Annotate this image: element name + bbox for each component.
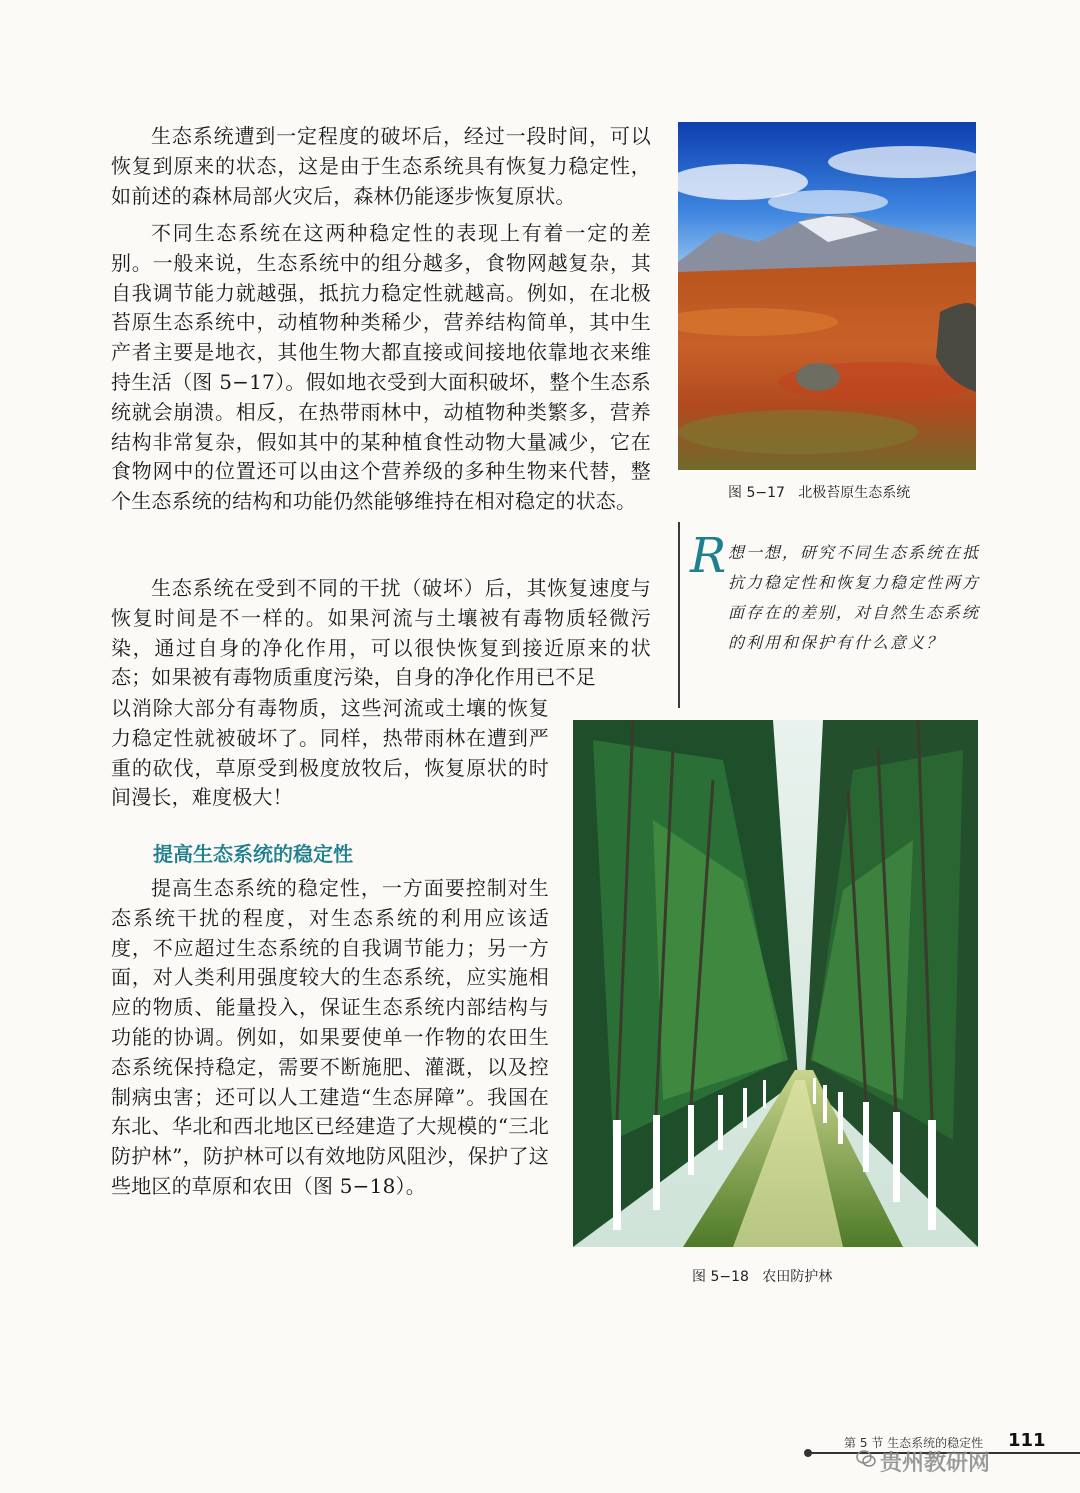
paragraph-stability-differences: 不同生态系统在这两种稳定性的表现上有着一定的差别。一般来说，生态系统中的组分越多，食物网越复杂，其自我调节能力就越强，抵抗力稳定性就越高。例如，在北极苔原生态系统中，动植物种类稀少，营养结构简单，其中生产者主要是地衣，其他生物大都直接或间接地依靠地衣来维持生活（图 5−17）。假如地衣受到大面积破坏，整个生态系统就会崩溃。相反，在热带雨林中，动植物种类繁多，营养结构非常复杂，假如其中的某种植食性动物大量减少，它在食物网中的位置还可以由这个营养级的多种生物来代替，整个生态系统的结构和功能仍然能够维持在相对稳定的状态。 <box>111 221 651 514</box>
figure-shelterbelt-photo <box>573 720 978 1247</box>
think-box <box>694 538 994 658</box>
page-number: 111 <box>1008 1430 1046 1451</box>
paragraph-recovery-speed-continued: 以消除大部分有毒物质，这些河流或土壤的恢复力稳定性就被破坏了。同样，热带雨林在遭到严重的砍伐，草原受到极度放牧后，恢复原状的时间漫长，难度极大！ <box>111 696 549 810</box>
paragraph-recovery-speed: 生态系统在受到不同的干扰（破坏）后，其恢复速度与恢复时间是不一样的。如果河流与土壤被有毒物质轻微污染，通过自身的净化作用，可以很快恢复到接近原来的状态；如果被有毒物质重度污染，自身的净化作用已不足 <box>111 576 651 690</box>
figure-18-caption: 图 5−18 农田防护林 <box>692 1269 833 1285</box>
figure-17-caption: 图 5−17 北极苔原生态系统 <box>728 485 911 501</box>
paragraph-improve-stability: 提高生态系统的稳定性，一方面要控制对生态系统干扰的程度，对生态系统的利用应该适度，不应超过生态系统的自我调节能力；另一方面，对人类利用强度较大的生态系统，应实施相应的物质、能量投入，保证生态系统内部结构与功能的协调。例如，如果要使单一作物的农田生态系统保持稳定，需要不断施肥、灌溉，以及控制病虫害；还可以人工建造“生态屏障”。我国在东北、华北和西北地区已经建造了大规模的“三北防护林”，防护林可以有效地防风阻沙，保护了这些地区的草原和农田（图 5−18）。 <box>111 876 549 1198</box>
wechat-icon <box>856 1450 876 1468</box>
footer-chapter-title: 第 5 节 生态系统的稳定性 <box>844 1436 984 1450</box>
think-box-rule <box>678 522 680 708</box>
watermark: 贵州教研网 <box>880 1451 991 1476</box>
section-heading: 提高生态系统的稳定性 <box>153 842 353 866</box>
figure-arctic-tundra-photo <box>678 122 976 470</box>
paragraph-recovery-stability: 生态系统遭到一定程度的破坏后，经过一段时间，可以恢复到原来的状态，这是由于生态系统具有恢复力稳定性，如前述的森林局部火灾后，森林仍能逐步恢复原状。 <box>111 124 651 208</box>
think-box-initial-icon: R <box>690 528 727 584</box>
think-box-text: 想一想，研究不同生态系统在抵抗力稳定性和恢复力稳定性两方面存在的差别，对自然生态系统的利用和保护有什么意义？ <box>728 543 981 652</box>
